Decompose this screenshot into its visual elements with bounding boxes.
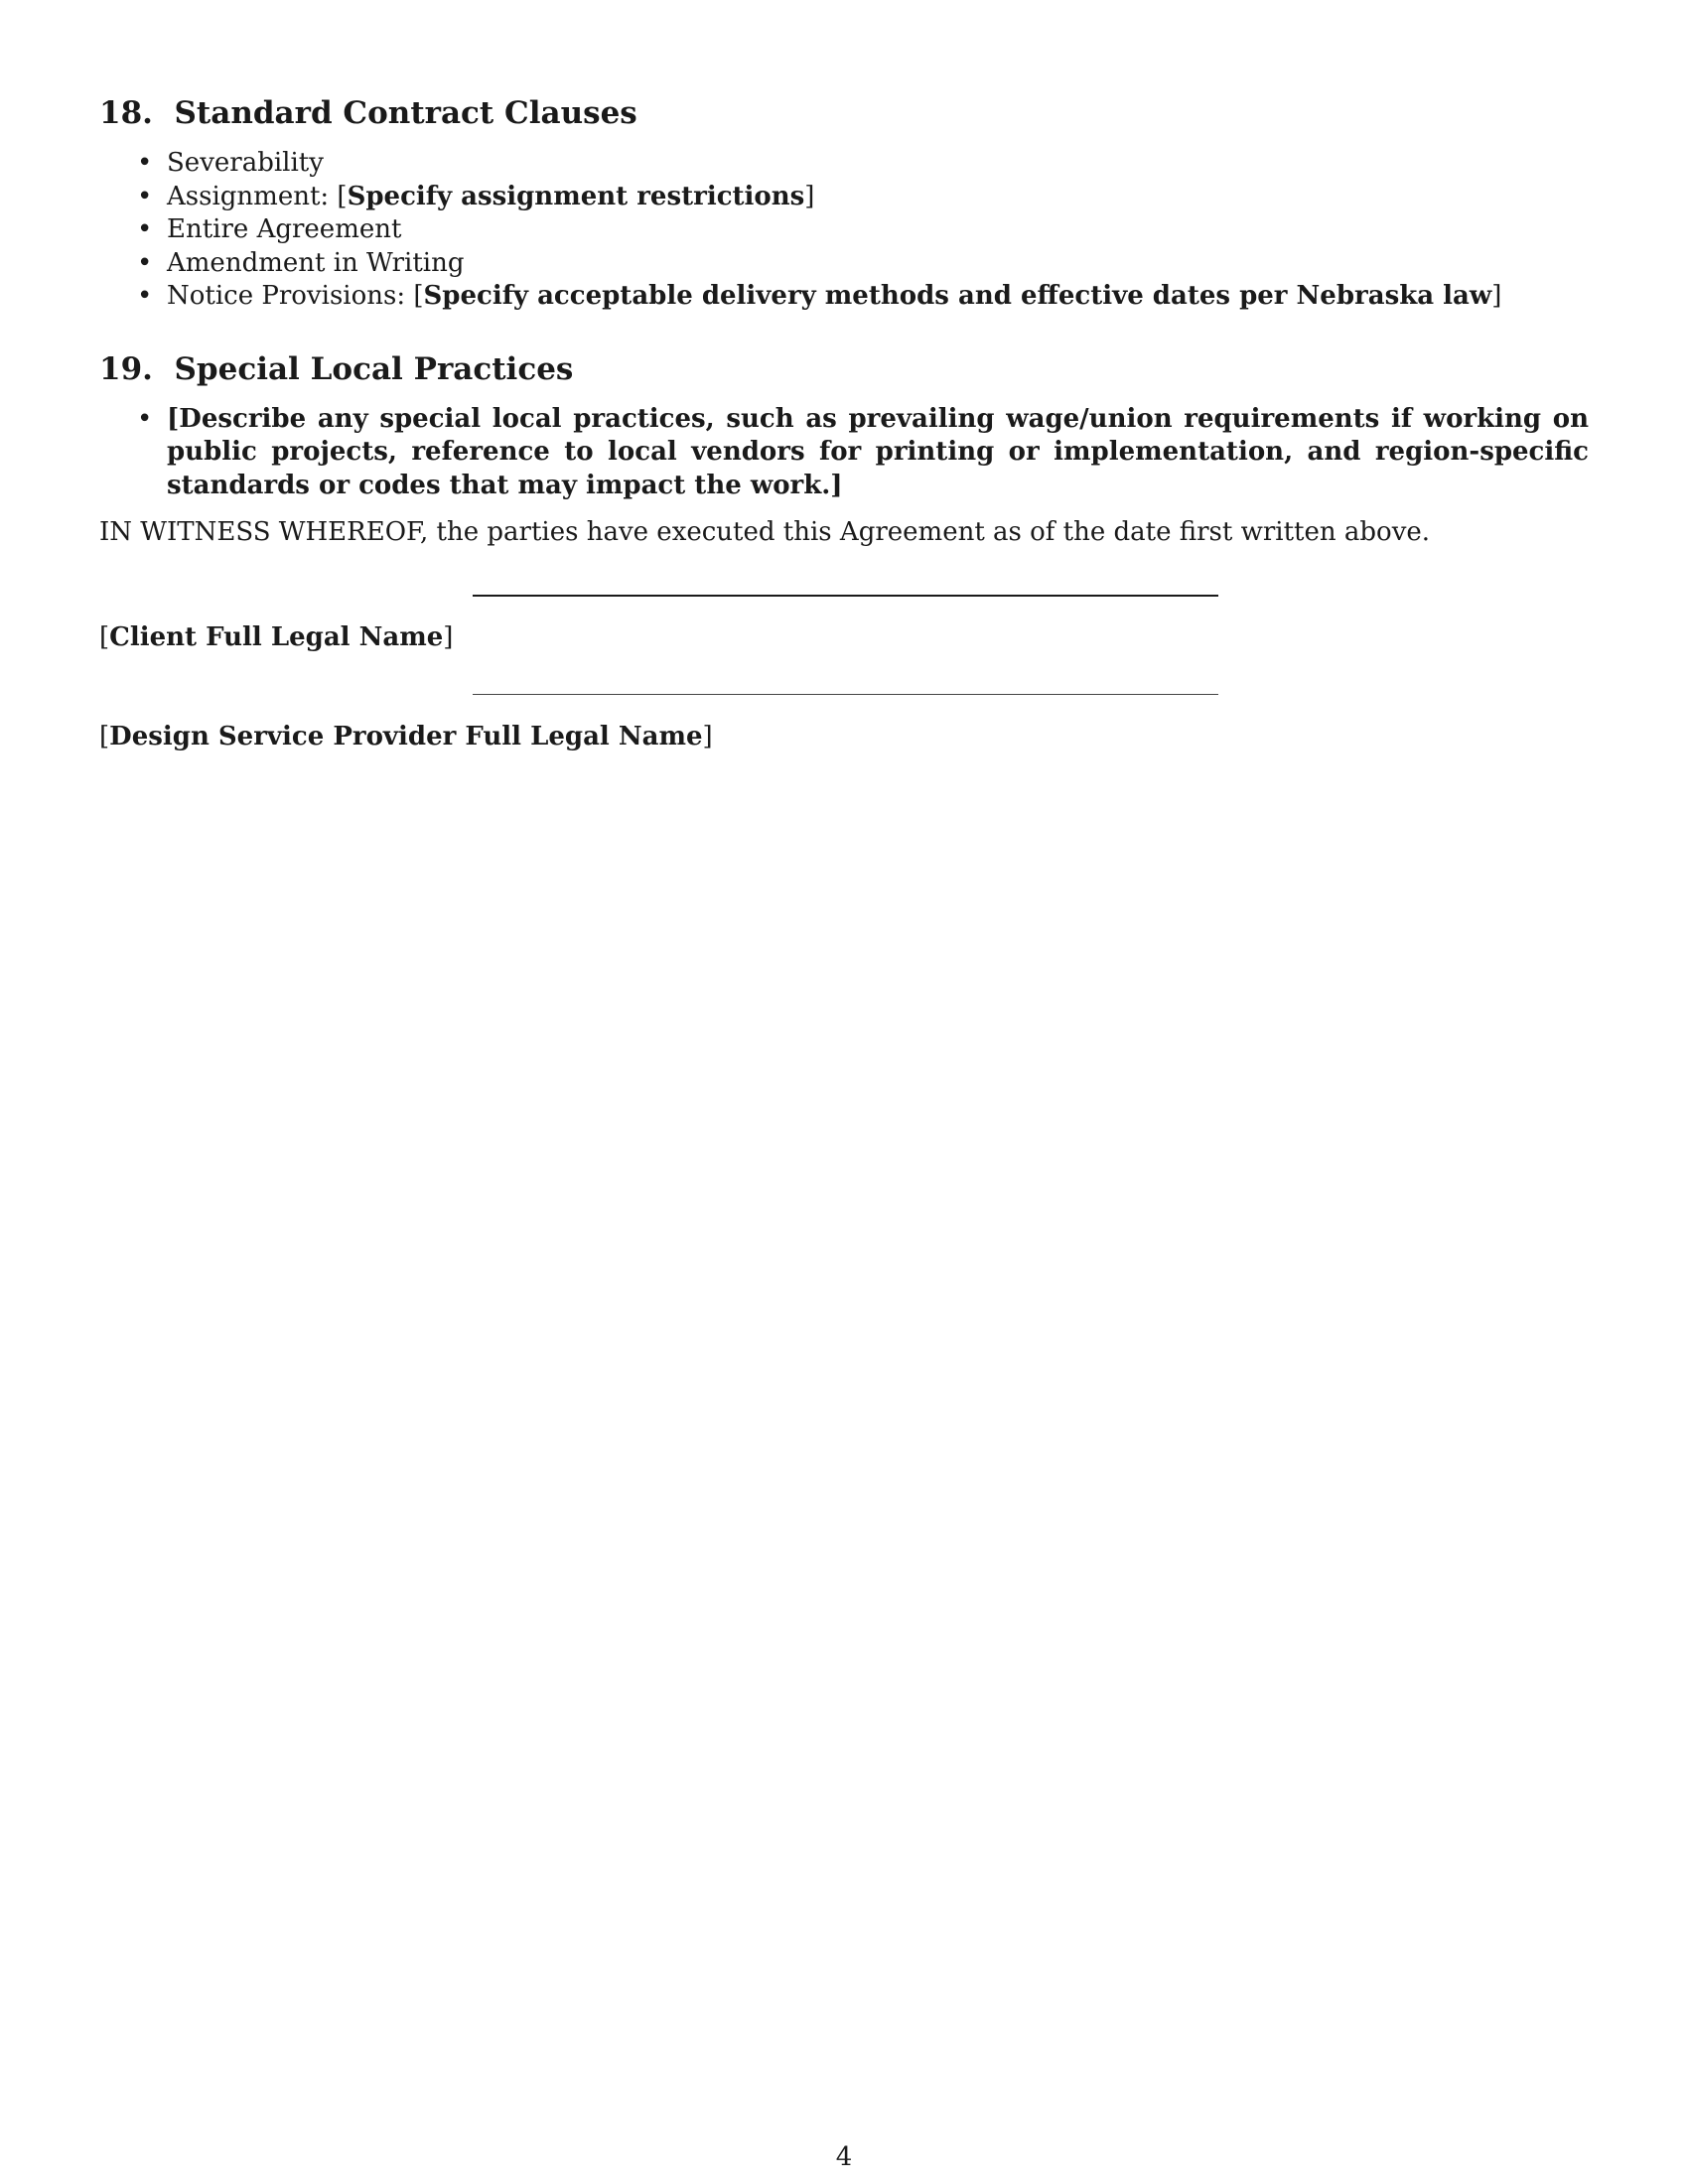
section-19-number: 19. (99, 350, 153, 387)
page-number: 4 (835, 2142, 853, 2172)
section-18-title: Standard Contract Clauses (174, 95, 637, 131)
provider-signature-name: [Design Service Provider Full Legal Name] (99, 722, 713, 751)
section-18-heading (99, 93, 1589, 133)
witness-statement: IN WITNESS WHEREOF, the parties have executed this Agreement as of the date first written above. (99, 517, 1431, 547)
bullet-icon: • (137, 281, 153, 311)
section-19-list (99, 403, 1589, 503)
section-19-heading (99, 349, 1589, 389)
client-signature-line (473, 595, 1218, 597)
bullet-icon: • (137, 148, 153, 178)
bullet-icon: • (137, 403, 153, 434)
section-18-number: 18. (99, 95, 153, 131)
bullet-icon: • (137, 247, 153, 278)
section-19-title: Special Local Practices (174, 350, 574, 387)
list-item: • Severability (99, 147, 1589, 181)
bullet-icon: • (137, 214, 153, 244)
list-item: • Notice Provisions: [Specify acceptable delivery methods and effective dates per Nebraska law] (99, 280, 1589, 314)
bullet-icon: • (137, 181, 153, 211)
list-item: • Assignment: [Specify assignment restrictions] (99, 181, 1589, 214)
client-signature-name: [Client Full Legal Name] (99, 622, 454, 652)
page-content (99, 93, 1589, 550)
list-item: • Entire Agreement (99, 213, 1589, 247)
provider-signature-line (473, 694, 1218, 695)
section-18-list (99, 147, 1589, 314)
list-item: • Amendment in Writing (99, 247, 1589, 281)
special-practices-text: [Describe any special local practices, such as prevailing wage/union requirements if working on public projects, reference to local vendors for printing or implementation, and region-specific standards or codes that may impact the work.] (167, 403, 1589, 500)
list-item (99, 403, 1589, 503)
